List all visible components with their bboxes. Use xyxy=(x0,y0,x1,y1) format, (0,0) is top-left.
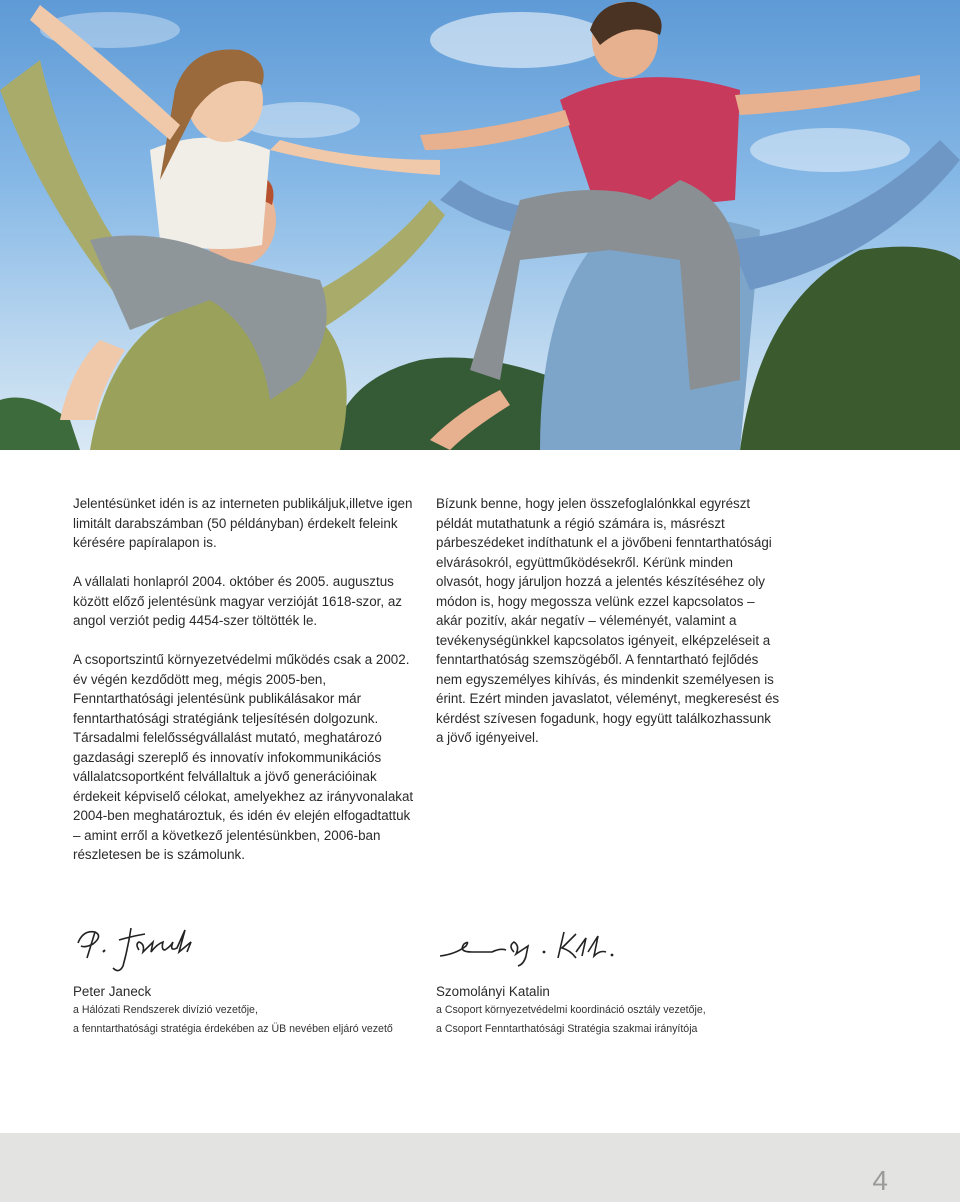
right-text-column xyxy=(436,494,781,767)
family-photo xyxy=(0,0,960,450)
handwritten-signature-janeck xyxy=(73,918,213,974)
page-number: 4 xyxy=(872,1165,888,1196)
signer-role: a Hálózati Rendszerek divízió vezetője, xyxy=(73,1004,258,1016)
handwritten-signature-szomolanyi xyxy=(436,918,626,974)
signer-name: Szomolányi Katalin xyxy=(436,984,550,999)
signer-name: Peter Janeck xyxy=(73,984,152,999)
signer-role: a Csoport Fenntarthatósági Stratégia szakmai irányítója xyxy=(436,1023,698,1035)
paragraph: Jelentésünket idén is az interneten publikáljuk,illetve igen limitált darabszámban (50 példányban) érdekelt feleink kérésére papíralapon is. xyxy=(73,496,413,550)
paragraph: A csoportszintű környezetvédelmi működés csak a 2002. év végén kezdődött meg, mégis 2005-ben, Fenntarthatósági jelentésünk publikálásakor már fenntarthatósági stratégiánk teljesítésén dolgozunk. Társadalmi felelősségvállalást mutató, meghatározó gazdasági szereplő és innovatív infokommunikációs vállalatcsoportként felvállaltuk a jövő generációinak érdekeit képviselő célokat, amelyekhez az irányvonalakat 2004-ben meghatároztuk, és idén év elején elfogadtattuk – amint erről a következő jelentésünkben, 2006-ban részletesen be is számolunk. xyxy=(73,652,414,862)
family-photo-icon xyxy=(0,0,960,450)
signature-block-szomolanyi xyxy=(436,918,816,1039)
signer-role: a fenntarthatósági stratégia érdekében az ÜB nevében eljáró vezető xyxy=(73,1023,393,1035)
footer-band xyxy=(0,1133,960,1202)
left-text-column xyxy=(73,494,418,884)
paragraph: A vállalati honlapról 2004. október és 2005. augusztus között előző jelentésünk magyar verzióját 1618-szor, az angol verziót pedig 4454-szer töltötték le. xyxy=(73,574,402,628)
paragraph: Bízunk benne, hogy jelen összefoglalónkkal egyrészt példát mutathatunk a régió számára is, másrészt párbeszédeket indíthatunk el a jövőbeni fenntarthatósági elvárásokról, együttműködésekről. Kérünk minden olvasót, hogy járuljon hozzá a jelentés készítéséhez oly módon is, hogy megossza velünk ezzel kapcsolatos – akár pozitív, akár negatív – véleményét, valamint a tevékenységünkkel kapcsolatos igényeit, elképzeléseit a fenntarthatóság szemszögéből. A fenntartható fejlődés nem egyszemélyes kihívás, és mindenkit személyesen is érint. Ezért minden javaslatot, véleményt, megkeresést és kérdést szívesen fogadunk, hogy együtt találkozhassunk a jövő igényeivel. xyxy=(436,496,780,745)
signer-role: a Csoport környezetvédelmi koordináció osztály vezetője, xyxy=(436,1004,706,1016)
signature-block-janeck xyxy=(73,918,453,1039)
